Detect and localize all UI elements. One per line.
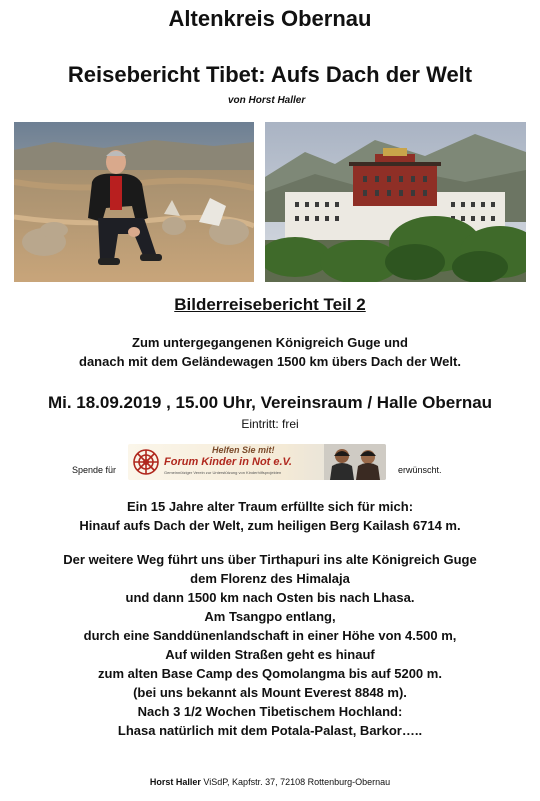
banner-tagline: Gemeinnütziger Verein zur Unterstützung von Kinderhilfsprojekten xyxy=(164,470,282,475)
children-photo xyxy=(324,444,386,480)
organization-heading: Altenkreis Obernau xyxy=(168,6,372,31)
donation-suffix: erwünscht. xyxy=(398,465,442,475)
paragraph-line: durch eine Sanddünenlandschaft in einer Höhe von 4.500 m, xyxy=(83,628,457,643)
intro-line: Zum untergegangenen Königreich Guge und xyxy=(132,335,408,350)
entry-fee: Eintritt: frei xyxy=(241,417,299,431)
paragraph-line: Auf wilden Straßen geht es hinauf xyxy=(165,647,375,662)
page-title: Reisebericht Tibet: Aufs Dach der Welt xyxy=(67,62,473,87)
banner-org-name: Forum Kinder in Not e.V. xyxy=(164,456,292,468)
section-subtitle: Bilderreisebericht Teil 2 xyxy=(174,295,366,314)
footer-details: ViSdP, Kapfstr. 37, 72108 Rottenburg-Obernau xyxy=(200,777,391,787)
intro-line: danach mit dem Geländewagen 1500 km übers Dach der Welt. xyxy=(79,354,461,369)
banner-help-text: Helfen Sie mit! xyxy=(212,445,275,455)
intro-text xyxy=(0,333,540,371)
paragraph-line: Nach 3 1/2 Wochen Tibetischem Hochland: xyxy=(137,704,403,719)
paragraph-line: Am Tsangpo entlang, xyxy=(204,609,336,624)
charity-logo-icon xyxy=(131,447,161,477)
author-line: von Horst Haller xyxy=(228,95,306,106)
charity-banner xyxy=(128,444,386,480)
paragraph-line: dem Florenz des Himalaja xyxy=(190,571,350,586)
footer-name: Horst Haller xyxy=(149,777,201,787)
paragraph-line: Der weitere Weg führt uns über Tirthapuri ins alte Königreich Guge xyxy=(63,552,477,567)
paragraph-line: Lhasa natürlich mit dem Potala-Palast, Barkor….. xyxy=(117,723,423,738)
paragraph-line: Hinauf aufs Dach der Welt, zum heiligen Berg Kailash 6714 m. xyxy=(79,518,461,533)
paragraph-line: zum alten Base Camp des Qomolangma bis auf 5200 m. xyxy=(98,666,442,681)
description xyxy=(0,497,540,740)
paragraph-line: (bei uns bekannt als Mount Everest 8848 m). xyxy=(133,685,407,700)
paragraph-line: und dann 1500 km nach Osten bis nach Lhasa. xyxy=(125,590,415,605)
event-datetime-location: Mi. 18.09.2019 , 15.00 Uhr, Vereinsraum / Halle Obernau xyxy=(47,393,493,412)
donation-line xyxy=(0,444,540,480)
donation-prefix: Spende für xyxy=(72,465,117,475)
photo-potala-palace xyxy=(265,122,526,282)
footer xyxy=(0,777,540,787)
photo-traveler xyxy=(14,122,254,282)
paragraph-line: Ein 15 Jahre alter Traum erfüllte sich für mich: xyxy=(126,499,414,514)
